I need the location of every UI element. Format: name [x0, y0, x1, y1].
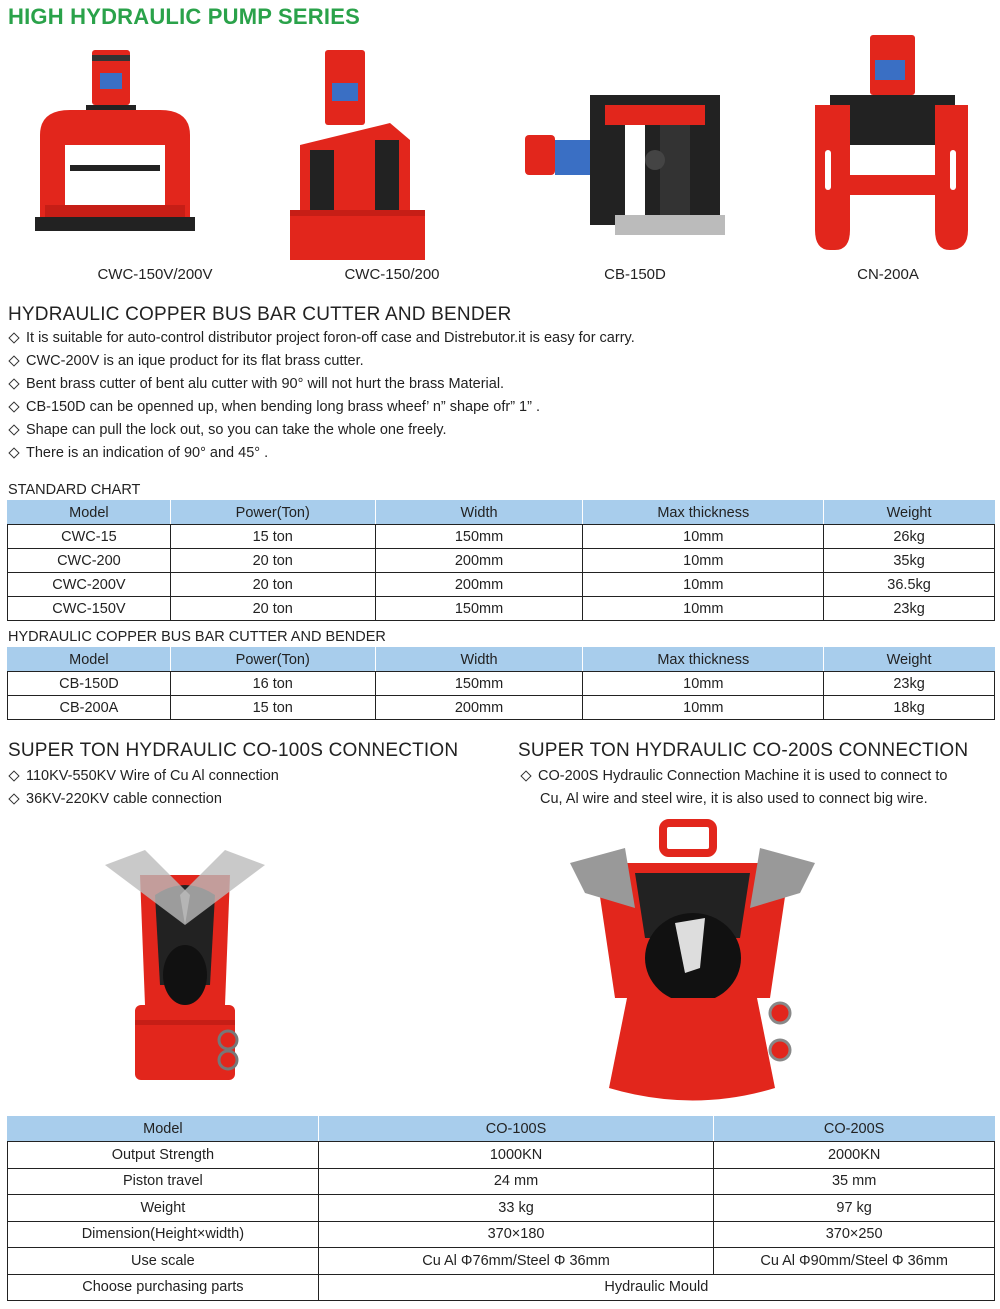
section-title: SUPER TON HYDRAULIC CO-100S CONNECTION: [8, 740, 459, 761]
feature-list: [518, 765, 947, 811]
product-caption: CB-150D: [604, 266, 666, 283]
table-row: CB-150D 16 ton 150mm 10mm 23kg: [8, 672, 995, 696]
table-row: CB-200A 15 ton 200mm 10mm 18kg: [8, 696, 995, 720]
page-title: HIGH HYDRAULIC PUMP SERIES: [8, 4, 360, 29]
diamond-bullet-icon: [8, 401, 19, 412]
column-header: Width: [375, 648, 583, 672]
column-header: CO-100S: [318, 1117, 714, 1142]
co-spec-table: [7, 1116, 995, 1301]
table-row: CWC-150V 20 ton 150mm 10mm 23kg: [8, 597, 995, 621]
list-item: 36KV-220KV cable connection: [6, 788, 279, 811]
product-caption: CWC-150V/200V: [97, 266, 213, 283]
diamond-bullet-icon: [8, 447, 19, 458]
punch-icon: [810, 30, 970, 255]
table-row: Use scale Cu Al Φ76mm/Steel Φ 36mm Cu Al Φ90mm/Steel Φ 36mm: [8, 1248, 995, 1275]
list-item: There is an indication of 90° and 45° .: [6, 442, 635, 465]
table-row: CWC-200V 20 ton 200mm 10mm 36.5kg: [8, 573, 995, 597]
diamond-bullet-icon: [8, 355, 19, 366]
column-header: Model: [8, 501, 171, 525]
list-item: It is suitable for auto-control distributor project foron-off case and Distrebutor.it is easy for carry.: [6, 327, 635, 350]
column-header: Width: [375, 501, 583, 525]
table-row: Piston travel 24 mm 35 mm: [8, 1168, 995, 1195]
column-header: Max thickness: [583, 648, 824, 672]
column-header: Max thickness: [583, 501, 824, 525]
list-item: 110KV-550KV Wire of Cu Al connection: [6, 765, 279, 788]
standard-chart-table: [7, 500, 995, 621]
list-item: CB-150D can be openned up, when bending long brass wheef’ n” shape ofr” 1” .: [6, 396, 635, 419]
crimper-200s-icon: [565, 818, 820, 1108]
table-row: Dimension(Height×width) 370×180 370×250: [8, 1221, 995, 1248]
table-label: STANDARD CHART: [8, 482, 141, 498]
bender-chart-table: [7, 647, 995, 720]
table-row: CWC-200 20 ton 200mm 10mm 35kg: [8, 549, 995, 573]
diamond-bullet-icon: [8, 424, 19, 435]
cutter-v-icon: [30, 45, 200, 265]
product-caption: CWC-150/200: [344, 266, 440, 283]
column-header: Power(Ton): [170, 648, 375, 672]
list-item: CO-200S Hydraulic Connection Machine it is used to connect to: [518, 765, 947, 788]
list-item: Cu, Al wire and steel wire, it is also used to connect big wire.: [540, 791, 928, 807]
column-header: Model: [8, 1117, 319, 1142]
product-caption: CN-200A: [857, 266, 919, 283]
diamond-bullet-icon: [520, 770, 531, 781]
list-item: CWC-200V is an ique product for its flat brass cutter.: [6, 350, 635, 373]
table-label: HYDRAULIC COPPER BUS BAR CUTTER AND BENDER: [8, 629, 386, 645]
list-item: Bent brass cutter of bent alu cutter with 90° will not hurt the brass Material.: [6, 373, 635, 396]
list-item: Shape can pull the lock out, so you can take the whole one freely.: [6, 419, 635, 442]
table-row: Output Strength 1000KN 2000KN: [8, 1142, 995, 1169]
cutter-icon: [280, 45, 430, 265]
diamond-bullet-icon: [8, 378, 19, 389]
column-header: Power(Ton): [170, 501, 375, 525]
bender-icon: [515, 65, 750, 245]
column-header: Weight: [824, 648, 995, 672]
diamond-bullet-icon: [8, 770, 19, 781]
section-title: HYDRAULIC COPPER BUS BAR CUTTER AND BENDER: [8, 304, 512, 325]
crimper-100s-icon: [100, 835, 270, 1095]
feature-list: [6, 327, 635, 465]
feature-list: [6, 765, 279, 811]
diamond-bullet-icon: [8, 793, 19, 804]
table-row: Choose purchasing parts Hydraulic Mould: [8, 1274, 995, 1301]
section-title: SUPER TON HYDRAULIC CO-200S CONNECTION: [518, 740, 969, 761]
column-header: CO-200S: [714, 1117, 995, 1142]
diamond-bullet-icon: [8, 332, 19, 343]
column-header: Weight: [824, 501, 995, 525]
table-row: Weight 33 kg 97 kg: [8, 1195, 995, 1222]
table-row: CWC-15 15 ton 150mm 10mm 26kg: [8, 525, 995, 549]
column-header: Model: [8, 648, 171, 672]
